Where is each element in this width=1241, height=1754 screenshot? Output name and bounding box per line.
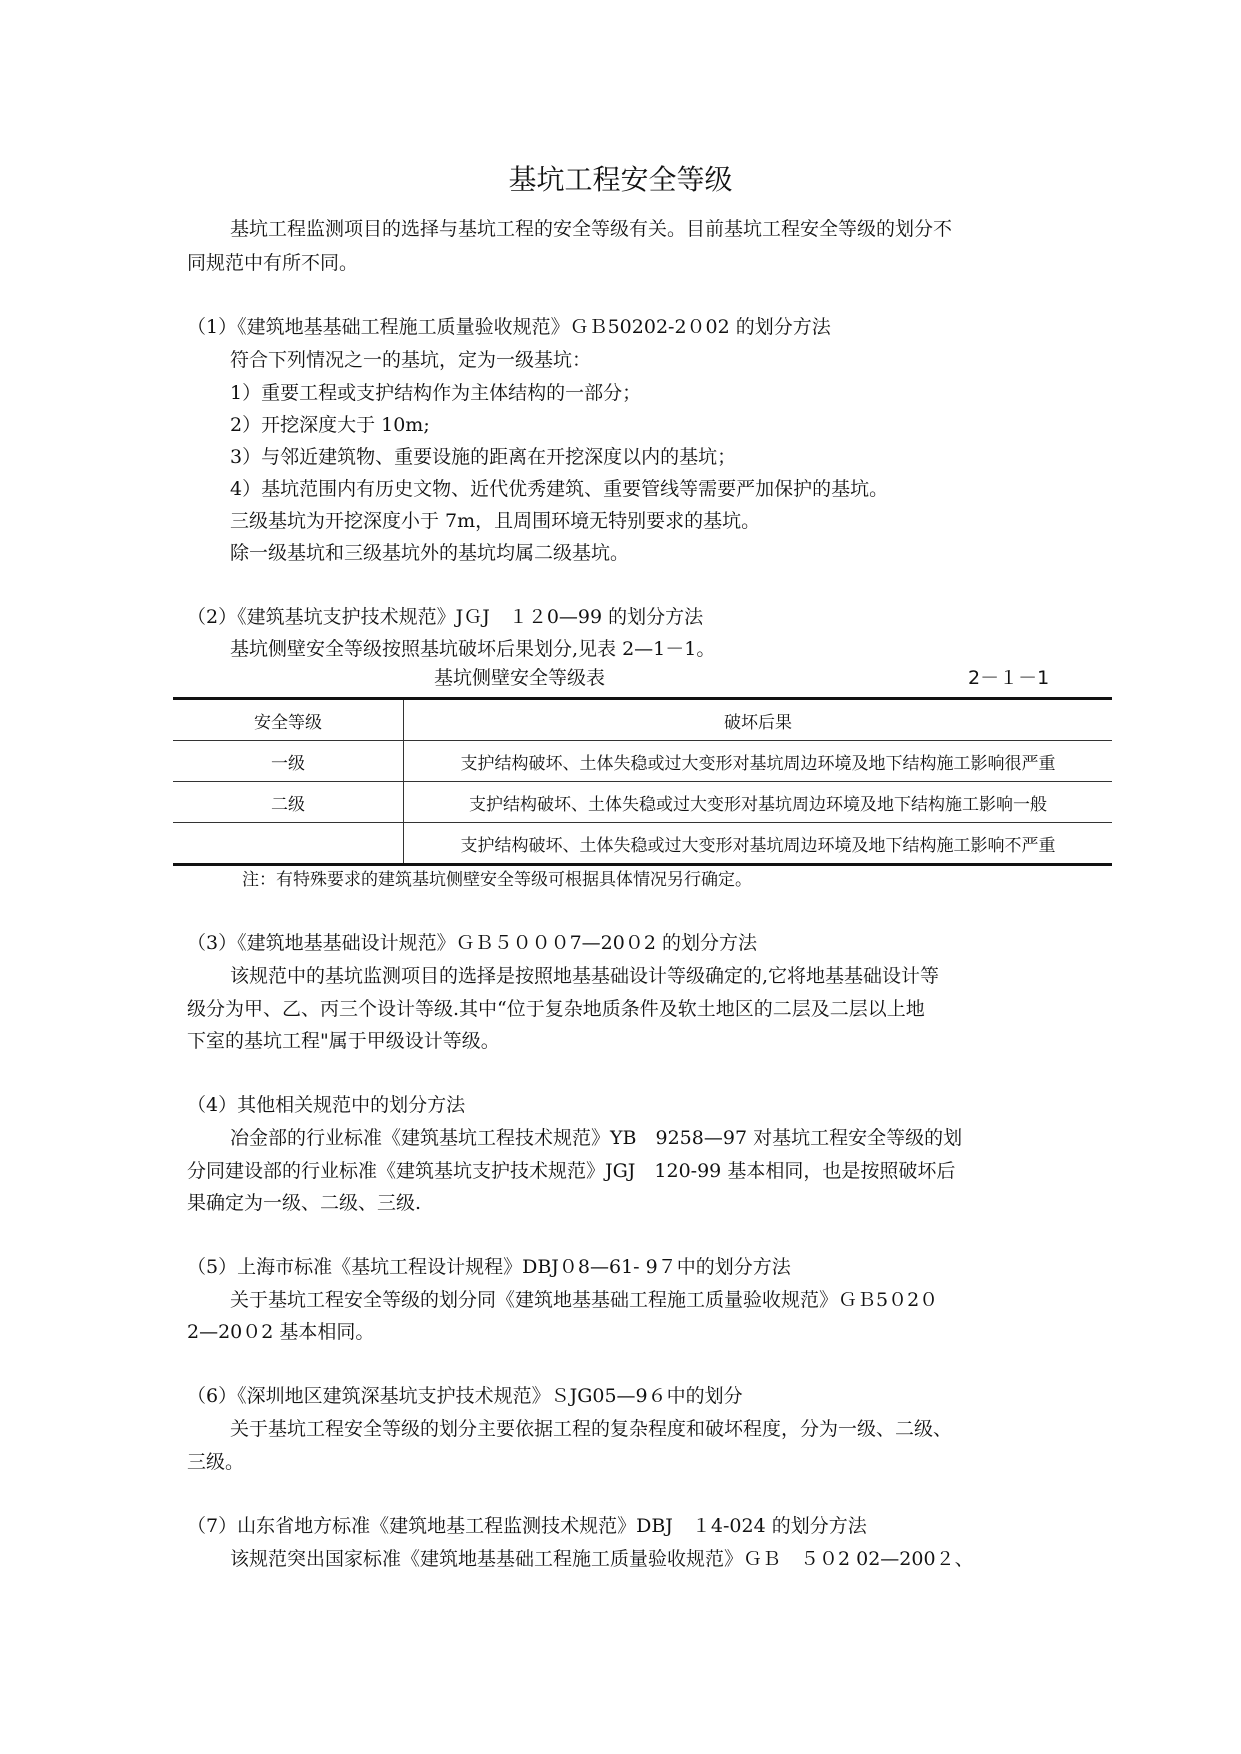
section-6-heading: （6）《深圳地区建筑深基坑支护技术规范》ＳJG05—9６中的划分 [187, 1385, 743, 1407]
section-3-line: 级分为甲、乙、丙三个设计等级.其中“位于复杂地质条件及软土地区的二层及二层以上地 [187, 998, 925, 1020]
section-7-line: 该规范突出国家标准《建筑地基基础工程施工质量验收规范》ＧＢ ５０2 02—200２、 [230, 1548, 974, 1570]
table-cell: 支护结构破坏、土体失稳或过大变形对基坑周边环境及地下结构施工影响很严重 [404, 741, 1113, 782]
table-row [173, 782, 1112, 823]
table-cell [173, 823, 404, 865]
table-title: 基坑侧壁安全等级表 [434, 667, 606, 689]
section-4-line: 冶金部的行业标准《建筑基坑工程技术规范》YB 9258—97 对基坑工程安全等级的划 [230, 1127, 963, 1149]
table-cell: 支护结构破坏、土体失稳或过大变形对基坑周边环境及地下结构施工影响不严重 [404, 823, 1113, 865]
section-1-line: 4）基坑范围内有历史文物、近代优秀建筑、重要管线等需要严加保护的基坑。 [230, 478, 889, 500]
section-4-heading: （4）其他相关规范中的划分方法 [187, 1094, 466, 1116]
table-row [173, 823, 1112, 865]
section-3-heading: （3）《建筑地基基础设计规范》ＧＢ５０００7—20０2 的划分方法 [187, 932, 757, 954]
table-cell: 一级 [173, 741, 404, 782]
section-1-line: 3）与邻近建筑物、重要设施的距离在开挖深度以内的基坑； [230, 446, 737, 468]
table-header-cell: 安全等级 [173, 699, 404, 741]
intro-line-1: 基坑工程监测项目的选择与基坑工程的安全等级有关。目前基坑工程安全等级的划分不 [230, 218, 953, 240]
section-4-line: 果确定为一级、二级、三级. [187, 1192, 422, 1214]
table-row [173, 741, 1112, 782]
page-title: 基坑工程安全等级 [508, 163, 733, 196]
section-1-line: 2）开挖深度大于 10m; [230, 414, 430, 436]
section-1-line: 三级基坑为开挖深度小于 7m，且周围环境无特别要求的基坑。 [230, 510, 761, 532]
section-3-line: 下室的基坑工程"属于甲级设计等级。 [187, 1030, 500, 1052]
section-5-line: 关于基坑工程安全等级的划分同《建筑地基基础工程施工质量验收规范》ＧＢ5０2０ [230, 1289, 939, 1311]
section-3-line: 该规范中的基坑监测项目的选择是按照地基基础设计等级确定的,它将地基基础设计等 [230, 965, 940, 987]
section-1-line: 除一级基坑和三级基坑外的基坑均属二级基坑。 [230, 542, 630, 564]
table-header-row [173, 699, 1112, 741]
section-1-line: 1）重要工程或支护结构作为主体结构的一部分； [230, 382, 642, 404]
section-6-line: 关于基坑工程安全等级的划分主要依据工程的复杂程度和破坏程度，分为一级、二级、 [230, 1418, 953, 1440]
table-cell: 二级 [173, 782, 404, 823]
table-cell: 支护结构破坏、土体失稳或过大变形对基坑周边环境及地下结构施工影响一般 [404, 782, 1113, 823]
section-7-heading: （7）山东省地方标准《建筑地基工程监测技术规范》DBJ １4-024 的划分方法 [187, 1515, 867, 1537]
section-5-heading: （5）上海市标准《基坑工程设计规程》DBJ０8—61- 9７中的划分方法 [187, 1256, 791, 1278]
section-5-line: 2—20０2 基本相同。 [187, 1321, 375, 1343]
safety-grade-table [173, 697, 1112, 866]
table-number: 2－１－1 [968, 667, 1050, 689]
section-2-line: 基坑侧壁安全等级按照基坑破坏后果划分,见表 2—1－1。 [230, 638, 716, 660]
section-4-line: 分同建设部的行业标准《建筑基坑支护技术规范》JGJ 120-99 基本相同，也是按照破坏后 [187, 1160, 956, 1182]
section-6-line: 三级。 [187, 1451, 245, 1473]
table-header-cell: 破坏后果 [404, 699, 1113, 741]
table-note: 注：有特殊要求的建筑基坑侧壁安全等级可根据具体情况另行确定。 [242, 870, 752, 890]
section-2-heading: （2）《建筑基坑支护技术规范》JＧJ １２0—99 的划分方法 [187, 606, 704, 628]
intro-line-2: 同规范中有所不同。 [187, 252, 359, 274]
section-1-heading: （1）《建筑地基基础工程施工质量验收规范》ＧＢ50202-2０02 的划分方法 [187, 316, 831, 338]
section-1-line: 符合下列情况之一的基坑，定为一级基坑： [230, 349, 592, 371]
